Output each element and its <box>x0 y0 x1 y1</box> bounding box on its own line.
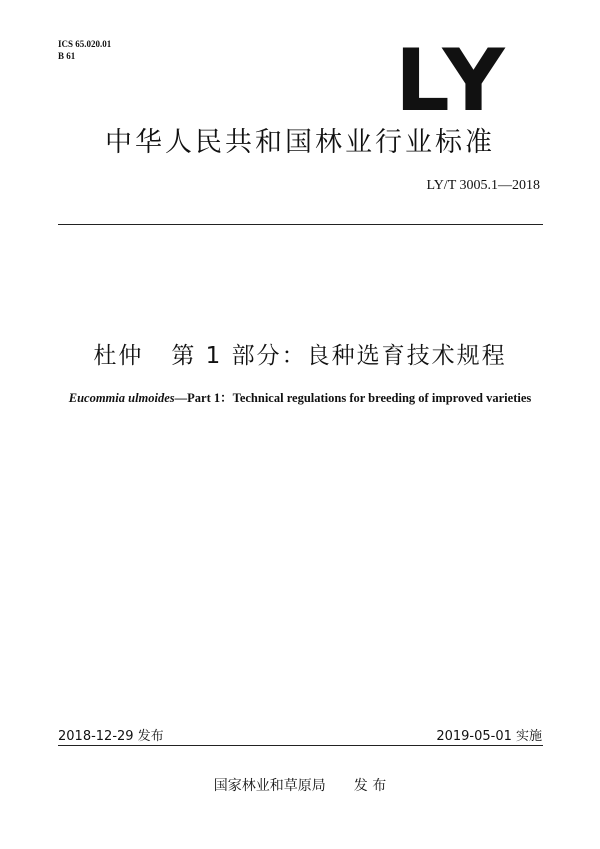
issue-date: 2018-12-29 发布 <box>58 729 164 744</box>
title-species: 杜仲 <box>93 343 144 369</box>
ics-code: ICS 65.020.01 <box>58 39 112 49</box>
classification-codes <box>58 38 111 62</box>
ccs-code: B 61 <box>58 51 76 61</box>
title-part: 第 1 部分：良种选育技术规程 <box>171 343 507 369</box>
publisher <box>0 775 600 795</box>
top-divider <box>58 224 543 225</box>
bottom-divider <box>58 745 543 746</box>
english-title <box>0 388 600 406</box>
english-title-species: Eucommia ulmoides <box>68 391 175 405</box>
standard-number: LY/T 3005.1—2018 <box>426 178 540 193</box>
org-title: 中华人民共和国林业行业标准 <box>105 127 495 158</box>
english-title-rest: —Part 1：Technical regulations for breeding of improved varieties <box>174 391 532 405</box>
publisher-name: 国家林业和草原局 <box>213 778 326 794</box>
main-title <box>0 337 600 370</box>
publisher-action: 发 布 <box>353 778 387 794</box>
ly-logo: LY <box>395 31 511 131</box>
implementation-date: 2019-05-01 实施 <box>436 729 542 744</box>
